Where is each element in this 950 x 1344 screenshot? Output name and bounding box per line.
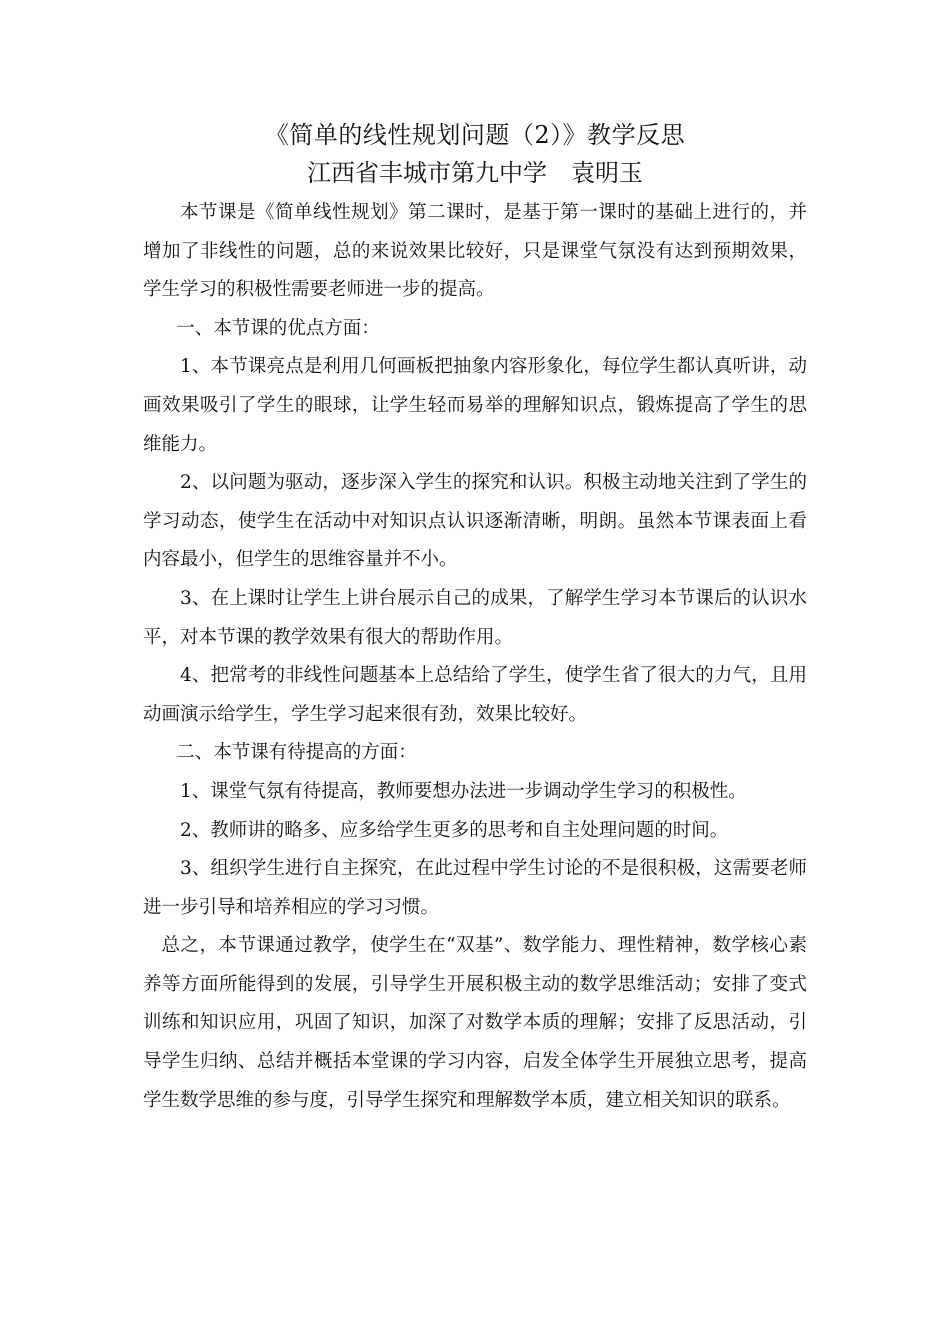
strength-item-1: 1、本节课亮点是利用几何画板把抽象内容形象化，每位学生都认真听讲，动画效果吸引了学生的眼球，让学生轻而易举的理解知识点，锻炼提高了学生的思维能力。 [143, 356, 807, 455]
summary-paragraph: 总之，本节课通过教学，使学生在“双基”、数学能力、理性精神，数学核心素养等方面所能得到的发展，引导学生开展积极主动的数学思维活动；安排了变式训练和知识应用，巩固了知识，加深了对数学本质的理解；安排了反思活动，引导学生归纳、总结并概括本堂课的学习内容，启发全体学生开展独立思考，提高学生数学思维的参与度，引导学生探究和理解数学本质，建立相关知识的联系。 [143, 935, 807, 1111]
improvement-item-3: 3、组织学生进行自主探究，在此过程中学生讨论的不是很积极，这需要老师进一步引导和培养相应的学习习惯。 [143, 858, 807, 918]
strength-item-2: 2、以问题为驱动，逐步深入学生的探究和认识。积极主动地关注到了学生的学习动态，使学生在活动中对知识点认识逐渐清晰，明朗。虽然本节课表面上看内容最小，但学生的思维容量并不小。 [143, 472, 807, 571]
intro-paragraph: 本节课是《简单线性规划》第二课时，是基于第一课时的基础上进行的，并增加了非线性的问题，总的来说效果比较好，只是课堂气氛没有达到预期效果，学生学习的积极性需要老师进一步的提高。 [143, 202, 807, 301]
improvement-item-1: 1、课堂气氛有待提高，教师要想办法进一步调动学生学习的积极性。 [180, 780, 747, 802]
strength-item-4: 4、把常考的非线性问题基本上总结给了学生，使学生省了很大的力气，且用动画演示给学生，学生学习起来很有劲，效果比较好。 [143, 665, 807, 725]
document-title: 《简单的线性规划问题（2）》教学反思 [264, 121, 686, 149]
improvement-item-2: 2、教师讲的略多、应多给学生更多的思考和自主处理问题的时间。 [180, 819, 729, 841]
section-heading-strengths: 一、本节课的优点方面： [176, 317, 380, 339]
document-page [143, 116, 807, 1120]
author-line: 江西省丰城市第九中学 袁明玉 [307, 159, 643, 187]
section-heading-improvements: 二、本节课有待提高的方面： [176, 742, 417, 764]
strength-item-3: 3、在上课时让学生上讲台展示自己的成果，了解学生学习本节课后的认识水平，对本节课的教学效果有很大的帮助作用。 [143, 587, 807, 648]
